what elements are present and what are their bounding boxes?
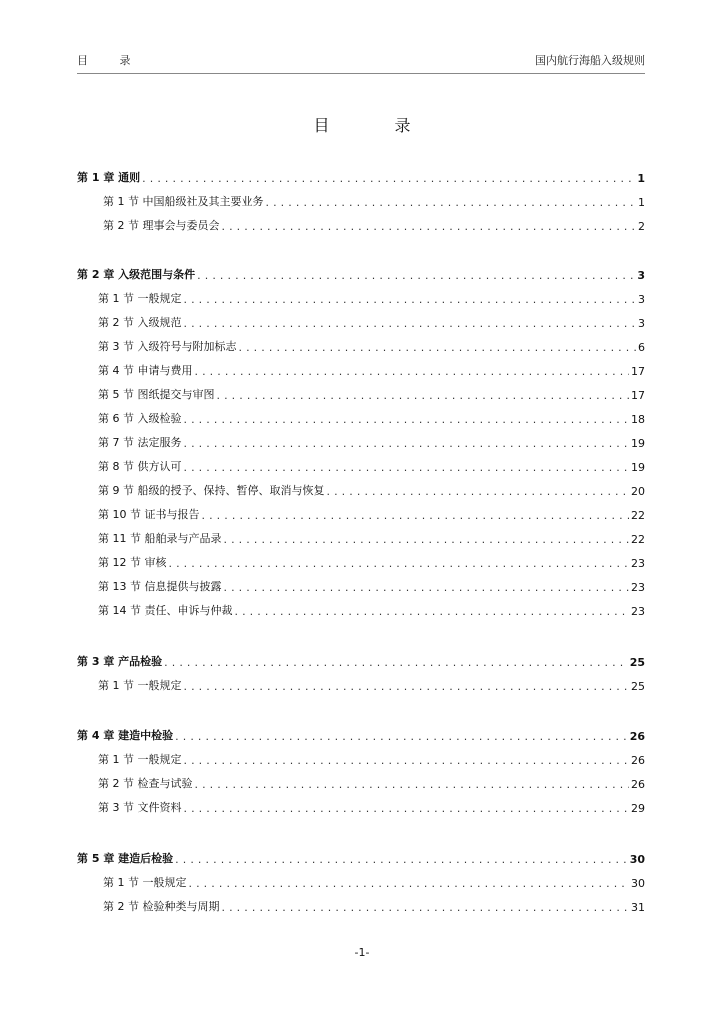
- toc-entry-page: 17: [631, 365, 645, 378]
- toc-entry-label: 第 13 节 信息提供与披露: [98, 580, 222, 593]
- toc-leader-dots: [202, 508, 630, 522]
- toc-entry-label: 第 9 节 船级的授予、保持、暂停、取消与恢复: [98, 484, 325, 497]
- toc-entry-page: 23: [631, 557, 645, 570]
- toc-entry-page: 6: [638, 341, 645, 354]
- toc-entry-page: 31: [631, 901, 645, 914]
- toc-entry-label: 第 2 节 检查与试验: [98, 777, 193, 790]
- toc-leader-dots: [189, 876, 630, 890]
- toc-entry-label: 第 2 节 理事会与委员会: [103, 219, 220, 232]
- toc-leader-dots: [327, 484, 630, 498]
- toc-entry-label: 第 1 节 一般规定: [98, 292, 182, 305]
- toc-entry-page: 18: [631, 413, 645, 426]
- toc-entry-page: 26: [631, 754, 645, 767]
- toc-entry[interactable]: [77, 653, 645, 669]
- toc-entry[interactable]: [103, 193, 645, 209]
- toc-entry[interactable]: [98, 410, 645, 426]
- toc-leader-dots: [142, 171, 635, 185]
- toc-entry-label: 第 2 节 检验种类与周期: [103, 900, 220, 913]
- toc-entry-label: 第 5 章 建造后检验: [77, 852, 174, 865]
- toc-entry-page: 3: [637, 269, 645, 282]
- toc-entry-label: 第 1 节 一般规定: [98, 679, 182, 692]
- toc-leader-dots: [184, 679, 630, 693]
- toc-entry-label: 第 3 章 产品检验: [77, 655, 163, 668]
- toc-entry-page: 3: [638, 293, 645, 306]
- toc-entry-page: 19: [631, 461, 645, 474]
- toc-entry-label: 第 1 节 中国船级社及其主要业务: [103, 195, 264, 208]
- header-document-title: 国内航行海船入级规则: [535, 54, 645, 67]
- toc-entry-page: 26: [629, 730, 645, 743]
- toc-entry-label: 第 2 节 入级规范: [98, 316, 182, 329]
- toc-entry[interactable]: [98, 482, 645, 498]
- toc-leader-dots: [169, 556, 630, 570]
- toc-entry-page: 20: [631, 485, 645, 498]
- toc-entry[interactable]: [77, 850, 645, 866]
- toc-entry-page: 25: [629, 656, 645, 669]
- toc-entry[interactable]: [98, 338, 645, 354]
- toc-entry[interactable]: [77, 727, 645, 743]
- toc-entry[interactable]: [98, 677, 645, 693]
- toc-entry[interactable]: [103, 874, 645, 890]
- toc-entry-label: 第 14 节 责任、申诉与仲裁: [98, 604, 233, 617]
- toc-leader-dots: [217, 388, 630, 402]
- toc-leader-dots: [184, 753, 630, 767]
- toc-entry[interactable]: [98, 290, 645, 306]
- toc-entry[interactable]: [98, 506, 645, 522]
- toc-entry-label: 第 1 节 一般规定: [98, 753, 182, 766]
- toc-leader-dots: [195, 364, 630, 378]
- toc-entry-label: 第 4 节 申请与费用: [98, 364, 193, 377]
- toc-entry[interactable]: [98, 751, 645, 767]
- toc-entry-page: 1: [638, 196, 645, 209]
- toc-entry-label: 第 5 节 图纸提交与审图: [98, 388, 215, 401]
- toc-leader-dots: [184, 292, 637, 306]
- toc-leader-dots: [239, 340, 637, 354]
- toc-leader-dots: [184, 436, 630, 450]
- toc-entry-page: 30: [629, 853, 645, 866]
- toc-entry-label: 第 8 节 供方认可: [98, 460, 182, 473]
- toc-leader-dots: [175, 852, 628, 866]
- toc-entry-page: 17: [631, 389, 645, 402]
- toc-entry-page: 2: [638, 220, 645, 233]
- toc-leader-dots: [224, 532, 630, 546]
- toc-entry-label: 第 1 章 通则: [77, 171, 141, 184]
- toc-entry-page: 23: [631, 605, 645, 618]
- toc-leader-dots: [184, 412, 630, 426]
- page-number: -1-: [354, 946, 370, 959]
- toc-entry[interactable]: [98, 578, 645, 594]
- toc-entry-page: 22: [631, 533, 645, 546]
- toc-leader-dots: [197, 268, 635, 282]
- toc-leader-dots: [222, 900, 630, 914]
- toc-entry[interactable]: [98, 386, 645, 402]
- toc-entry-page: 30: [631, 877, 645, 890]
- toc-entry[interactable]: [77, 169, 645, 185]
- toc-leader-dots: [175, 729, 628, 743]
- toc-leader-dots: [184, 801, 630, 815]
- toc-leader-dots: [235, 604, 630, 618]
- toc-leader-dots: [164, 655, 628, 669]
- toc-entry[interactable]: [98, 554, 645, 570]
- toc-entry-label: 第 7 节 法定服务: [98, 436, 182, 449]
- toc-leader-dots: [195, 777, 630, 791]
- toc-leader-dots: [266, 195, 637, 209]
- toc-leader-dots: [184, 460, 630, 474]
- toc-entry-label: 第 4 章 建造中检验: [77, 729, 174, 742]
- toc-entry-page: 22: [631, 509, 645, 522]
- toc-entry-label: 第 2 章 入级范围与条件: [77, 268, 196, 281]
- toc-entry[interactable]: [98, 530, 645, 546]
- toc-entry[interactable]: [103, 898, 645, 914]
- toc-entry[interactable]: [103, 217, 645, 233]
- toc-entry-label: 第 6 节 入级检验: [98, 412, 182, 425]
- table-of-contents: [77, 0, 645, 1024]
- toc-entry[interactable]: [98, 799, 645, 815]
- toc-entry-label: 第 3 节 入级符号与附加标志: [98, 340, 237, 353]
- toc-entry-page: 23: [631, 581, 645, 594]
- page-title: 目 录: [313, 116, 441, 135]
- toc-entry-label: 第 11 节 船舶录与产品录: [98, 532, 222, 545]
- toc-entry[interactable]: [98, 775, 645, 791]
- header-section-title: 目 录: [77, 54, 145, 67]
- toc-entry-page: 1: [637, 172, 645, 185]
- toc-entry-label: 第 10 节 证书与报告: [98, 508, 200, 521]
- toc-entry-label: 第 3 节 文件资料: [98, 801, 182, 814]
- toc-entry[interactable]: [98, 602, 645, 618]
- toc-entry-page: 3: [638, 317, 645, 330]
- toc-entry-label: 第 12 节 审核: [98, 556, 167, 569]
- toc-leader-dots: [224, 580, 630, 594]
- toc-entry[interactable]: [98, 434, 645, 450]
- toc-entry[interactable]: [77, 266, 645, 282]
- toc-entry-page: 25: [631, 680, 645, 693]
- toc-entry-page: 19: [631, 437, 645, 450]
- toc-entry[interactable]: [98, 458, 645, 474]
- toc-leader-dots: [222, 219, 637, 233]
- toc-leader-dots: [184, 316, 637, 330]
- toc-entry[interactable]: [98, 314, 645, 330]
- toc-entry[interactable]: [98, 362, 645, 378]
- toc-entry-page: 29: [631, 802, 645, 815]
- toc-entry-page: 26: [631, 778, 645, 791]
- toc-entry-label: 第 1 节 一般规定: [103, 876, 187, 889]
